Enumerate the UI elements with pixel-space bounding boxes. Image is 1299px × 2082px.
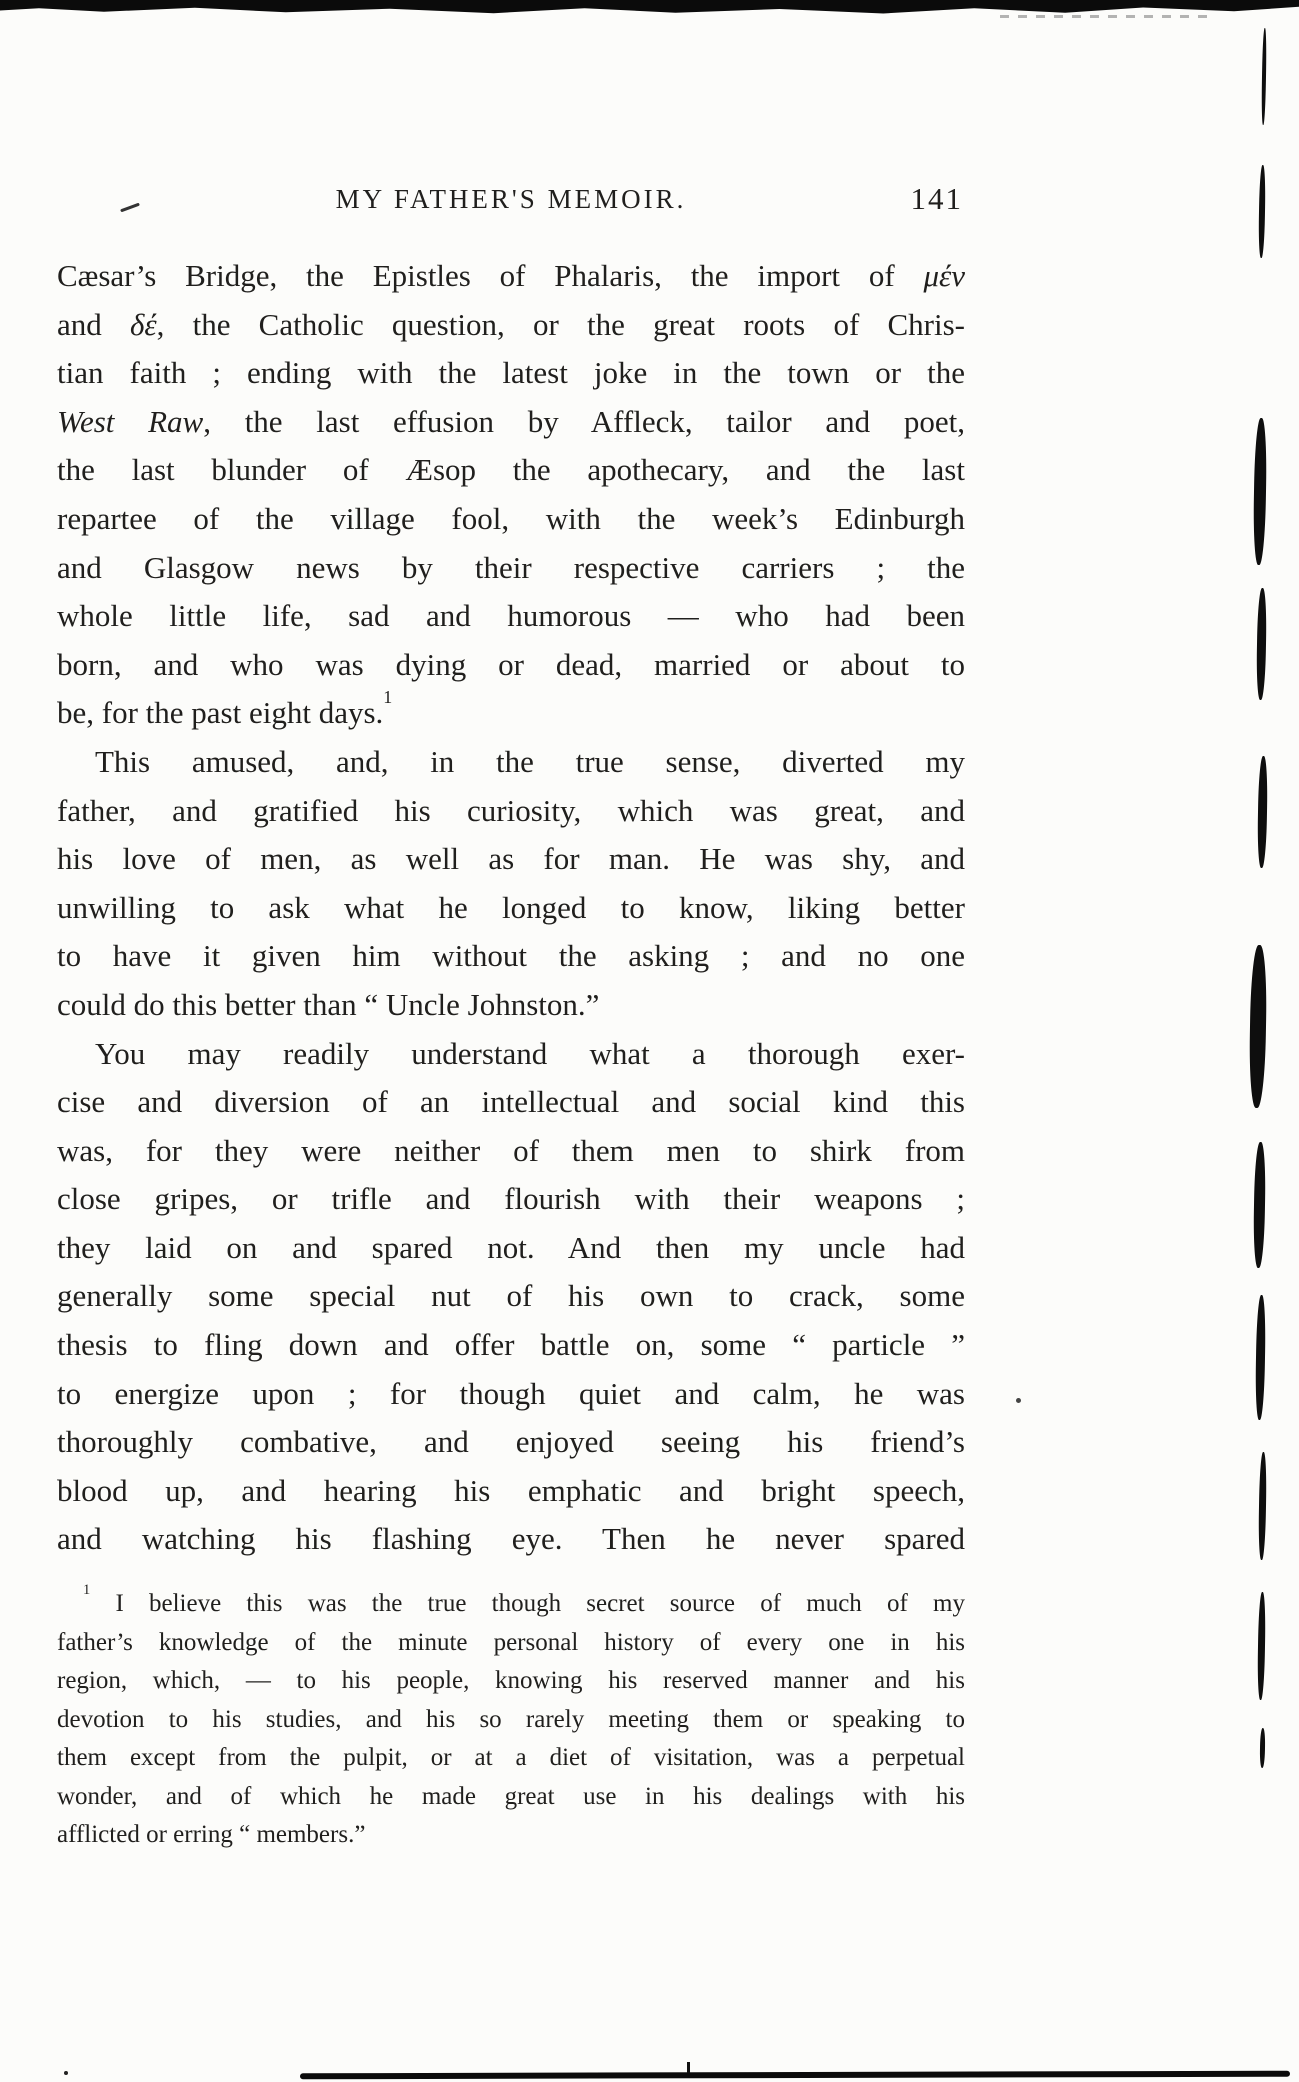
text-line: could do this better than “ Uncle Johnston.” <box>57 986 600 1022</box>
text-line: them except from the pulpit, or at a diet of visitation, was a perpetual <box>57 1744 965 1771</box>
text-line: Cæsar’s Bridge, the Epistles of Phalaris, the import of μέν <box>57 258 965 293</box>
scan-artifact-streak <box>1258 165 1266 258</box>
paragraph <box>57 738 965 1030</box>
text-line: wonder, and of which he made great use in his dealings with his <box>57 1782 965 1810</box>
text-line: thesis to fling down and offer battle on, some “ particle ” <box>57 1327 965 1363</box>
text-line: devotion to his studies, and his so rarely meeting them or speaking to <box>57 1705 965 1733</box>
scan-artifact-bottom-edge <box>300 2071 1290 2080</box>
scan-artifact-streak <box>1257 1592 1266 1700</box>
scan-artifact-streak <box>1253 418 1268 565</box>
scan-artifact-dot <box>1016 1398 1021 1403</box>
scan-artifact-streak <box>1258 1452 1267 1560</box>
text-line: region, which, — to his people, knowing his reserved manner and his <box>57 1667 965 1694</box>
text-line: blood up, and hearing his emphatic and bright speech, <box>57 1472 965 1508</box>
text-line: afflicted or erring “ members.” <box>57 1821 366 1848</box>
text-line: be, for the past eight days.$^1$ <box>57 687 393 731</box>
text-line: to energize upon ; for though quiet and calm, he was <box>57 1375 965 1411</box>
text-line: and watching his flashing eye. Then he never spared <box>57 1521 965 1557</box>
body-text <box>57 252 965 1564</box>
text-line: father’s knowledge of the minute personal history of every one in his <box>57 1628 965 1656</box>
scan-artifact-streak <box>1253 1142 1266 1268</box>
page-title: MY FATHER'S MEMOIR. <box>335 184 687 214</box>
scan-artifact-streak <box>1255 1295 1266 1420</box>
scan-artifact-streak <box>1260 1728 1266 1768</box>
text-line: whole little life, sad and humorous — who had been <box>57 598 965 634</box>
scan-artifact-dot <box>64 2071 68 2075</box>
scan-artifact-tick <box>687 2062 690 2073</box>
text-line: close gripes, or trifle and flourish with their weapons ; <box>57 1181 965 1217</box>
text-line: tian faith ; ending with the latest joke in the town or the <box>57 355 965 391</box>
text-line: they laid on and spared not. And then my uncle had <box>57 1229 965 1265</box>
paragraph <box>57 252 965 738</box>
footnote <box>57 1582 965 1855</box>
running-header <box>57 181 965 228</box>
text-line: the last blunder of Æsop the apothecary, and the last <box>57 452 965 488</box>
text-line: generally some special nut of his own to crack, some <box>57 1278 965 1314</box>
paragraph <box>57 1582 965 1855</box>
scan-artifact-streak <box>1257 756 1268 868</box>
text-line: You may readily understand what a thorough exer- <box>95 1035 965 1071</box>
text-line: to have it given him without the asking ; and no one <box>57 938 965 974</box>
scan-artifact-top-edge <box>0 0 1299 15</box>
text-line: cise and diversion of an intellectual and social kind this <box>57 1084 965 1120</box>
scan-artifact-streak <box>1256 588 1267 700</box>
page-number: 141 <box>910 181 963 216</box>
text-line: was, for they were neither of them men to shirk from <box>57 1132 965 1168</box>
text-line: father, and gratified his curiosity, which was great, and <box>57 792 965 828</box>
text-line: repartee of the village fool, with the week’s Edinburgh <box>57 500 965 536</box>
text-line: West Raw, the last effusion by Affleck, tailor and poet, <box>57 403 965 439</box>
text-line: born, and who was dying or dead, married or about to <box>57 646 965 682</box>
text-line: his love of men, as well as for man. He was shy, and <box>57 841 965 877</box>
paragraph <box>57 1030 965 1565</box>
scan-artifact-streak <box>1261 28 1267 125</box>
text-line: and δέ, the Catholic question, or the great roots of Chris- <box>57 306 965 342</box>
text-line: This amused, and, in the true sense, diverted my <box>95 743 965 779</box>
scan-artifact-top-dashes <box>1000 15 1215 18</box>
scan-artifact-streak <box>1249 945 1268 1108</box>
text-line: and Glasgow news by their respective carriers ; the <box>57 549 965 585</box>
text-line: unwilling to ask what he longed to know, liking better <box>57 889 965 925</box>
text-line: thoroughly combative, and enjoyed seeing his friend’s <box>57 1424 965 1460</box>
text-line: $^1$ I believe this was the true though secret source of much of my <box>83 1582 965 1617</box>
